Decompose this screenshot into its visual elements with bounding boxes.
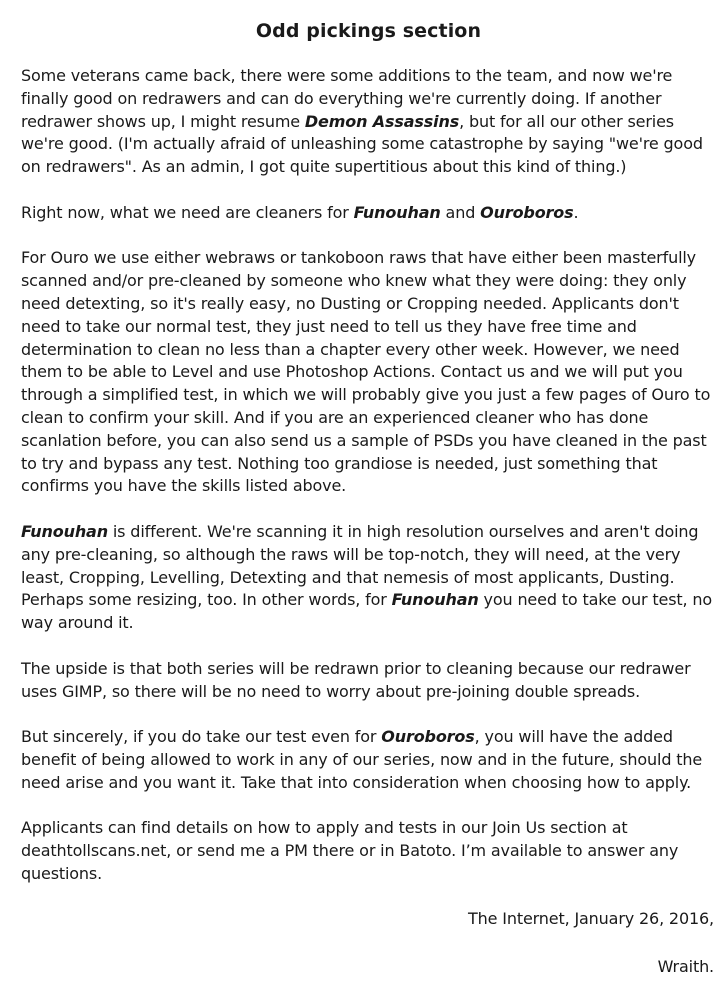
text-segment: you need to take our test, no way around it. — [21, 590, 713, 633]
paragraph-how-to-apply — [21, 817, 716, 885]
series-title-emphasis: Funouhan — [391, 590, 479, 610]
text-segment: and — [440, 202, 481, 222]
text-segment: For Ouro we use either webraws or tankoboon raws that have either been masterfully scanned and/or pre-cleaned by someone who knew what they were doing: they only need detexting, so it's really easy, no Dusting or Cropping needed. Applicants don't need to take our normal test, they just need to tell us they have free time and determination to clean no less than a chapter every other week. However, we need them to be able to Level and use Photoshop Actions. Contact us and we will put you through a simplified test, in which we will probably give you just a few pages of Ouro to clean to confirm your skill. And if you are an experienced cleaner who has done scanlation before, you can also send us a sample of PSDs you have cleaned in the past to try and bypass any test. Nothing too grandiose is needed, just something that confirms you have the skills listed above. — [21, 248, 711, 496]
signature-author: Wraith. — [657, 957, 714, 977]
text-segment: . — [573, 202, 579, 222]
series-title-emphasis: Ouroboros — [480, 202, 574, 222]
text-segment: , but for all our other series we're good. (I'm actually afraid of unleashing some catastrophe by saying "we're good on redrawers". As an admin, I got quite supertitious about this kind of thing.) — [21, 111, 703, 177]
text-segment: Some veterans came back, there were some additions to the team, and now we're finally good on redrawers and can do everything we're currently doing. If another redrawer shows up, I might resume — [21, 66, 673, 131]
series-title-emphasis: Funouhan — [21, 521, 108, 541]
series-title-emphasis: Funouhan — [353, 202, 441, 222]
text-segment: But sincerely, if you do take our test even for — [21, 727, 382, 747]
paragraph-funouhan-details — [21, 521, 716, 635]
text-segment: Applicants can find details on how to apply and tests in our Join Us section at deathtollscans.net, or send me a PM there or in Batoto. I’m available to answer any questions. — [21, 818, 679, 883]
text-segment: The upside is that both series will be redrawn prior to cleaning because our redrawer uses GIMP, so there will be no need to worry about pre-joining double spreads. — [21, 658, 691, 701]
series-title-emphasis: Demon Assassins — [304, 111, 460, 131]
paragraph-ouro-details — [21, 247, 716, 498]
text-segment: Right now, what we need are cleaners for — [21, 202, 354, 222]
paragraph-upside — [21, 658, 716, 704]
series-title-emphasis: Ouroboros — [381, 727, 475, 747]
page-title: Odd pickings section — [255, 20, 482, 42]
paragraph-added-benefit — [21, 726, 716, 794]
text-segment: is different. We're scanning it in high resolution ourselves and aren't doing any pre-cleaning, so although the raws will be top-notch, they will need, at the very least, Cropping, Levelling, Detexting and that nemesis of most applicants, Dusting. Perhaps some resizing, too. In other words, for — [21, 521, 699, 610]
signature-date-line: The Internet, January 26, 2016, — [468, 909, 714, 929]
paragraph-redrawers — [21, 65, 716, 179]
text-segment: , you will have the added benefit of being allowed to work in any of our series, now and in the future, should the need arise and you want it. Take that into consideration when choosing how to apply. — [21, 727, 703, 792]
paragraph-cleaners-needed — [21, 202, 716, 225]
